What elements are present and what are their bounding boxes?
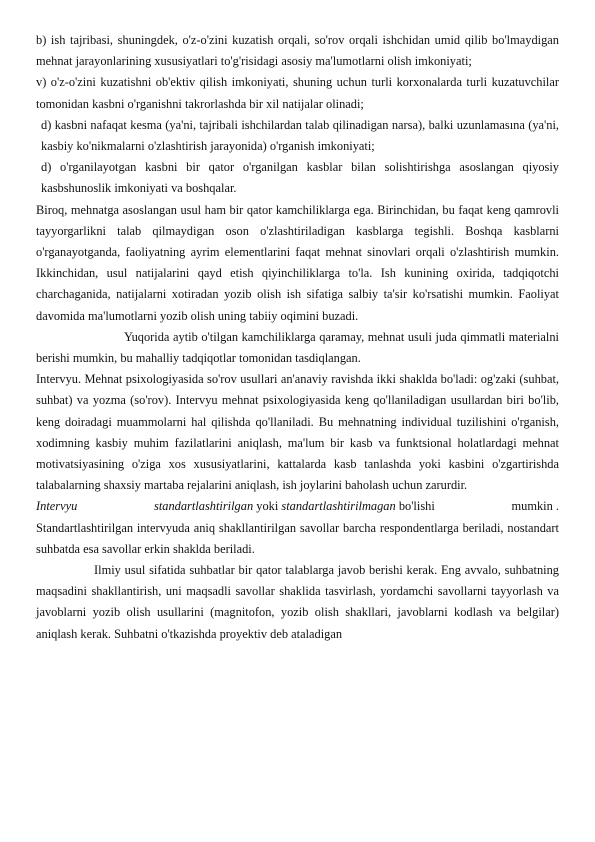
paragraph-interview-types [36, 496, 559, 560]
interview-types-first-line [36, 496, 559, 517]
term-standardized: standartlashtirilgan [154, 499, 254, 514]
word-may-be: bo'lishi [398, 499, 435, 514]
paragraph-interview-requirements: Ilmiy usul sifatida suhbatlar bir qator talablarga javob berishi kerak. Eng avvalo, suhbatning maqsadini shakllantirish, uni maqsadli savollar shaklida tasvirlash, yordamchi savollarni tayyorlash va javoblarni yozib olish usullarini (magnitofon, yozib olish shakllari, javoblarni kodlash va belgilar) aniqlash kerak. Suhbatni o'tkazishda proyektiv deb ataladigan [36, 563, 559, 641]
document-page [36, 30, 559, 645]
paragraph-disadvantages: Biroq, mehnatga asoslangan usul ham bir qator kamchiliklarga ega. Birinchidan, bu faqat keng qamrovli tayyorgarlikni talab qilmaydigan oson o'zlashtiriladigan kasblarga tegishli. Boshqa kasblarni o'rganayotganda, faoliyatning ayrim elementlarini faqat mehnat sinovlari orqali o'zlashtirish mumkin. Ikkinchidan, usul natijalarini qayd etish qiyinchiliklarga to'la. Ish kunining oxirida, tadqiqotchi charchaganida, natijalarni xotiradan yozib olish ish sifatiga salbiy ta'sir ko'rsatishi mumkin. Faoliyat davomida ma'lumotlarni yozib olish uning tabiiy oqimini buzadi. [36, 202, 559, 323]
term-non-standardized: standartlashtirilmagan [281, 499, 396, 514]
paragraph-advantage-d2: d) o'rganilayotgan kasbni bir qator o'rganilgan kasblar bilan solishtirishga asoslangan qiyosiy kasbshunoslik imkoniyati va boshqalar. [41, 160, 559, 196]
paragraph-advantage-b: b) ish tajribasi, shuningdek, o'z-o'zini kuzatish orqali, so'rov orqali ishchidan umid qilib bo'lmaydigan mehnat jarayonlarining xususiyatlari to'g'risidagi asosiy ma'lumotlarni olish imkoniyati; [36, 33, 559, 69]
word-or: yoki [256, 499, 279, 514]
paragraph-advantage-d1: d) kasbni nafaqat kesma (ya'ni, tajribali ishchilardan talab qilinadigan narsa), balki uzunlamasına (ya'ni, kasbiy ko'nikmalarni o'zlashtirish jarayonida) o'rganish imkoniyati; [41, 117, 559, 154]
paragraph-advantage-v: v) o'z-o'zini kuzatishni ob'ektiv qilish imkoniyati, shuning uchun turli korxonalarda turli kuzatuvchilar tomonidan kasbni o'rganishni takrorlashda bir xil natijalar olinadi; [36, 75, 559, 111]
paragraph-interview: Intervyu. Mehnat psixologiyasida so'rov usullari an'anaviy ravishda ikki shaklda bo'ladi: og'zaki (suhbat, suhbat) va yozma (so'rov). Intervyu mehnat psixologiyasida keng qo'llaniladigan usullardan biri bo'lib, keng doiradagi muammolarni hal qilishda qo'llaniladi. Bu mehnatning individual tuzilishini o'rganish, xodimning kasbiy muhim fazilatlarini aniqlash, ma'lum bir kasb va funktsional holatlardagi mehnat motivatsiyasining o'ziga xos xususiyatlarini, kattalarda kasb tanlashda yoki kasbini o'zgartirishda talabalarning shaxsiy martaba rejalarini aniqlash, ish joylarini baholash uchun zarurdir. [36, 372, 559, 493]
interview-types-rest: Standartlashtirilgan intervyuda aniq shakllantirilgan savollar barcha respondentlarga beriladi, nostandart suhbatda esa savollar erkin shaklda beriladi. [36, 520, 559, 556]
paragraph-value-of-method: Yuqorida aytib o'tilgan kamchiliklarga qaramay, mehnat usuli juda qimmatli materialni berishi mumkin, bu mahalliy tadqiqotlar tomonidan tasdiqlangan. [36, 329, 559, 366]
term-intervyu: Intervyu [36, 499, 78, 514]
word-possible: mumkin . [511, 499, 559, 514]
